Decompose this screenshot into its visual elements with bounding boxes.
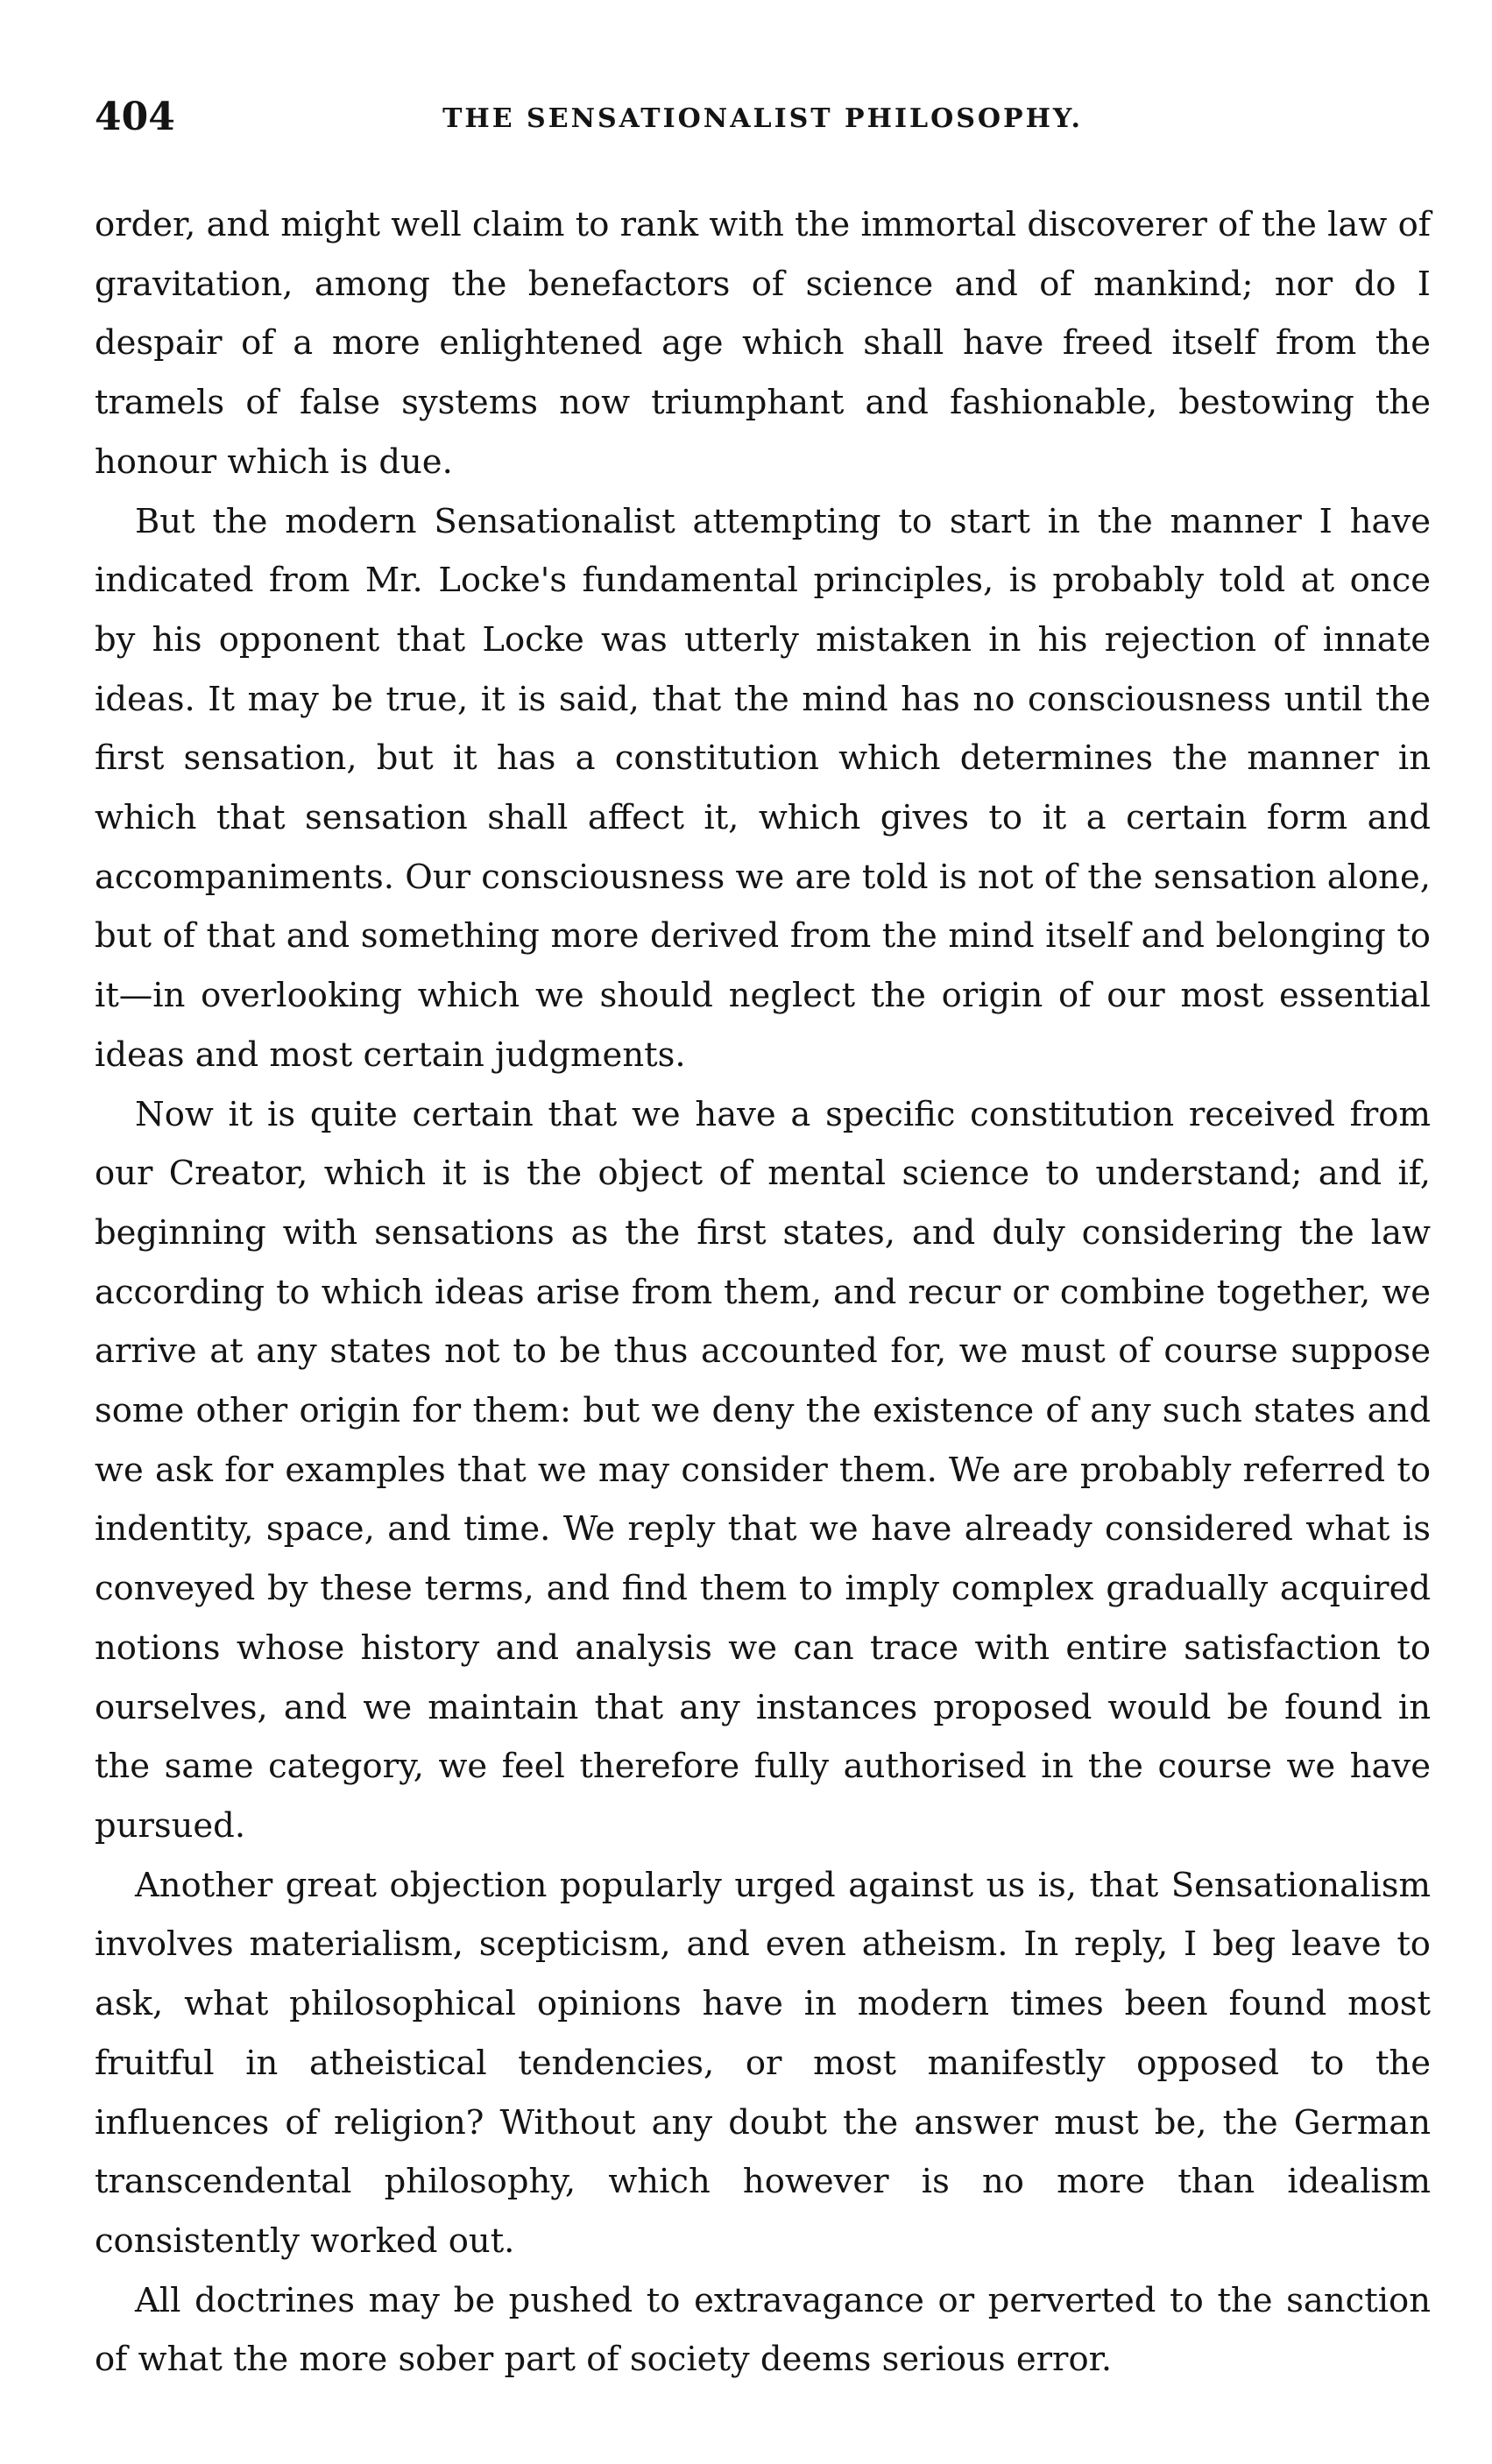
paragraph-3: Now it is quite certain that we have a specific constitution received from our Creator, which it is the object of mental science to understand; and if, beginning with sensations as the first states, and duly considering the law according to which ideas arise from them, and recur or combine together, we arrive at any states not to be thus accounted for, we must of course suppose some other origin for them: but we deny the existence of any such states and we ask for examples that we may consider them. We are probably referred to indentity, space, and time. We reply that we have already considered what is conveyed by these terms, and find them to imply complex gradually acquired notions whose history and analysis we can trace with entire satisfaction to ourselves, and we maintain that any instances proposed would be found in the same category, we feel therefore fully authorised in the course we have pursued. — [95, 1094, 1431, 1846]
paragraph-1: order, and might well claim to rank with the immortal discoverer of the law of gravitation, among the benefactors of science and of mankind; nor do I despair of a more enlightened age which shall have freed itself from the tramels of false systems now triumphant and fashionable, bestowing the honour which is due. — [95, 205, 1431, 482]
page-header — [95, 95, 1431, 147]
running-title: THE SENSATIONALIST PHILOSOPHY. — [442, 103, 1083, 134]
paragraph-4: Another great objection popularly urged against us is, that Sensationalism involves materialism, scepticism, and even atheism. In reply, I beg leave to ask, what philosophical opinions have in modern times been found most fruitful in atheistical tendencies, or most manifestly opposed to the influences of religion? Without any doubt the answer must be, the German transcendental philosophy, which however is no more than idealism consistently worked out. — [95, 1865, 1431, 2261]
book-page — [95, 95, 1431, 2390]
paragraph-2: But the modern Sensationalist attempting to start in the manner I have indicated from Mr. Locke's fundamental principles, is probably told at once by his opponent that Locke was utterly mistaken in his rejection of innate ideas. It may be true, it is said, that the mind has no consciousness until the first sensation, but it has a constitution which determines the manner in which that sensation shall affect it, which gives to it a certain form and accompaniments. Our consciousness we are told is not of the sensation alone, but of that and something more derived from the mind itself and belonging to it—in overlooking which we should neglect the origin of our most essential ideas and most certain judgments. — [95, 501, 1431, 1075]
page-number: 404 — [95, 95, 175, 139]
paragraph-5: All doctrines may be pushed to extravagance or perverted to the sanction of what the more sober part of society deems serious error. — [95, 2280, 1431, 2380]
body-text — [95, 195, 1431, 2390]
